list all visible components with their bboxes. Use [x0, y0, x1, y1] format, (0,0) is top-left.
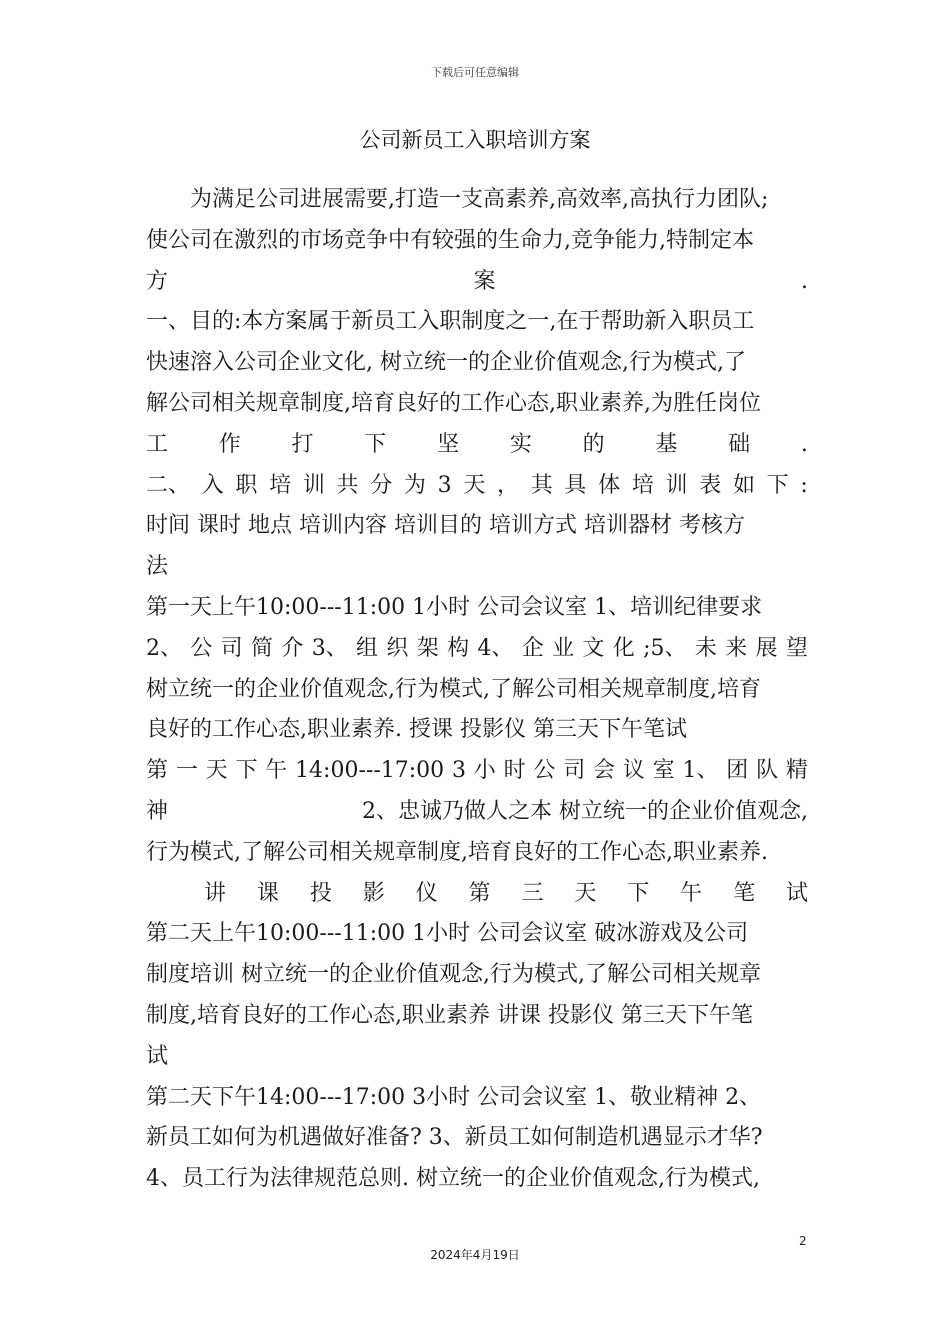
- text-fragment: 分: [370, 472, 393, 498]
- paragraph-line: 法: [146, 554, 169, 580]
- text-fragment: 3、: [311, 635, 348, 661]
- text-fragment: 其: [530, 472, 553, 498]
- paragraph-line: 一、目的:本方案属于新员工入职制度之一,在于帮助新入职员工: [146, 309, 755, 335]
- text-fragment: 坚: [437, 431, 460, 457]
- text-fragment: 表: [699, 472, 722, 498]
- text-fragment: 简: [251, 635, 274, 661]
- text-fragment: 体: [598, 472, 621, 498]
- text-fragment: 公: [533, 758, 556, 784]
- text-fragment: 影: [362, 880, 385, 906]
- text-fragment: 化: [612, 635, 635, 661]
- text-fragment: 下: [235, 758, 258, 784]
- text-fragment: 一: [175, 758, 198, 784]
- text-fragment: 2、忠诚乃做人之本 树立统一的企业价值观念,: [362, 798, 808, 824]
- paragraph-line: 第二天上午10:00---11:00 1小时 公司会议室 破冰游戏及公司: [146, 921, 749, 947]
- justified-line: [146, 876, 808, 917]
- text-fragment: 如: [732, 472, 755, 498]
- text-fragment: 构: [447, 635, 470, 661]
- text-fragment: 工: [146, 431, 169, 457]
- paragraph-line: 新员工如何为机遇做好准备? 3、新员工如何制造机遇显示才华?: [146, 1125, 763, 1151]
- text-fragment: 训: [665, 472, 688, 498]
- text-fragment: 精: [785, 758, 808, 784]
- text-fragment: 望: [785, 635, 808, 661]
- text-fragment: 司: [563, 758, 586, 784]
- text-fragment: 组: [356, 635, 379, 661]
- text-fragment: 入: [201, 472, 224, 498]
- text-fragment: 午: [265, 758, 288, 784]
- text-fragment: 讲: [204, 880, 227, 906]
- text-fragment: 展: [755, 635, 778, 661]
- text-fragment: 时: [503, 758, 526, 784]
- text-fragment: 介: [281, 635, 304, 661]
- text-fragment: .: [800, 431, 808, 457]
- text-fragment: 天: [574, 880, 597, 906]
- text-fragment: 队: [756, 758, 779, 784]
- text-fragment: 课: [256, 880, 279, 906]
- document-body: [146, 182, 808, 1202]
- text-fragment: 笔: [733, 880, 756, 906]
- text-fragment: 公: [190, 635, 213, 661]
- justified-line: [146, 794, 808, 835]
- text-fragment: 14:00---17:00: [295, 758, 445, 784]
- text-fragment: 下: [627, 880, 650, 906]
- text-fragment: 作: [218, 431, 241, 457]
- justified-line: [146, 753, 808, 794]
- paragraph-line: 行为模式,了解公司相关规章制度,培育良好的工作心态,职业素养.: [146, 839, 768, 865]
- justified-line: [146, 468, 808, 509]
- text-fragment: 天: [205, 758, 228, 784]
- text-fragment: 打: [291, 431, 314, 457]
- text-fragment: 来: [725, 635, 748, 661]
- text-fragment: 下: [364, 431, 387, 457]
- paragraph-line: 良好的工作心态,职业素养. 授课 投影仪 第三天下午笔试: [146, 717, 687, 743]
- text-fragment: 天: [463, 472, 486, 498]
- text-fragment: 第: [146, 758, 169, 784]
- page-header: 下载后可任意编辑: [431, 66, 519, 79]
- text-fragment: 文: [582, 635, 605, 661]
- text-fragment: 具: [564, 472, 587, 498]
- text-fragment: 投: [309, 880, 332, 906]
- justified-line: [146, 427, 808, 468]
- text-fragment: 会: [593, 758, 616, 784]
- text-fragment: .: [801, 268, 808, 294]
- paragraph-line: 为满足公司进展需要,打造一支高素养,高效率,高执行力团队;: [190, 187, 769, 212]
- text-fragment: 仪: [415, 880, 438, 906]
- text-fragment: 小: [473, 758, 496, 784]
- text-fragment: 的: [582, 431, 605, 457]
- paragraph-line: 快速溶入公司企业文化, 树立统一的企业价值观念,行为模式,了: [146, 350, 746, 376]
- text-fragment: 4、: [477, 635, 514, 661]
- justified-line: [146, 631, 808, 672]
- paragraph-line: 试: [146, 1043, 169, 1069]
- paragraph-line: 树立统一的企业价值观念,行为模式,了解公司相关规章制度,培育: [146, 676, 761, 702]
- text-fragment: 方: [146, 268, 169, 294]
- paragraph-line: 制度,培育良好的工作心态,职业素养 讲课 投影仪 第三天下午笔: [146, 1002, 753, 1028]
- text-fragment: 2、: [146, 635, 182, 661]
- text-fragment: 3: [451, 758, 466, 784]
- paragraph-line: 时间 课时 地点 培训内容 培训目的 培训方式 培训器材 考核方: [146, 513, 745, 539]
- text-fragment: 3: [437, 472, 452, 498]
- text-fragment: 午: [680, 880, 703, 906]
- text-fragment: 下: [766, 472, 789, 498]
- text-fragment: 神: [146, 798, 169, 824]
- text-fragment: 室: [652, 758, 675, 784]
- text-fragment: 未: [694, 635, 717, 661]
- text-fragment: 试: [785, 880, 808, 906]
- text-fragment: 训: [302, 472, 325, 498]
- text-fragment: 二、: [146, 472, 191, 498]
- page-footer-date: 2024年4月19日: [430, 1248, 520, 1262]
- paragraph-line: 解公司相关规章制度,培育良好的工作心态,职业素养,为胜任岗位: [146, 390, 761, 416]
- paragraph-line: 4、员工行为法律规范总则. 树立统一的企业价值观念,行为模式,: [146, 1166, 760, 1192]
- page-number: 2: [799, 1234, 807, 1248]
- paragraph-line: 使公司在激烈的市场竞争中有较强的生命力,竞争能力,特制定本: [146, 227, 754, 253]
- text-fragment: 架: [416, 635, 439, 661]
- text-fragment: 团: [726, 758, 749, 784]
- text-fragment: 共: [336, 472, 359, 498]
- text-fragment: 职: [235, 472, 258, 498]
- text-fragment: 础: [728, 431, 751, 457]
- paragraph-line: 第二天下午14:00---17:00 3小时 公司会议室 1、敬业精神 2、: [146, 1084, 762, 1110]
- text-fragment: 第: [468, 880, 491, 906]
- text-fragment: 司: [220, 635, 243, 661]
- paragraph-line: 第一天上午10:00---11:00 1小时 公司会议室 1、培训纪律要求: [146, 594, 763, 620]
- text-fragment: ，: [497, 472, 520, 498]
- text-fragment: 企: [521, 635, 544, 661]
- document-title: 公司新员工入职培训方案: [359, 128, 591, 152]
- paragraph-line: 制度培训 树立统一的企业价值观念,行为模式,了解公司相关规章: [146, 962, 761, 988]
- text-fragment: 案: [473, 268, 496, 294]
- text-fragment: 培: [269, 472, 292, 498]
- text-fragment: 1、: [682, 758, 719, 784]
- text-fragment: 业: [552, 635, 575, 661]
- text-fragment: 为: [403, 472, 426, 498]
- text-fragment: 基: [655, 431, 678, 457]
- text-fragment: 三: [521, 880, 544, 906]
- text-fragment: 实: [509, 431, 532, 457]
- text-fragment: 培: [631, 472, 654, 498]
- text-fragment: 织: [386, 635, 409, 661]
- text-fragment: :: [800, 472, 808, 498]
- text-fragment: 议: [622, 758, 645, 784]
- text-fragment: ;5、: [643, 635, 687, 661]
- justified-line: [146, 264, 808, 305]
